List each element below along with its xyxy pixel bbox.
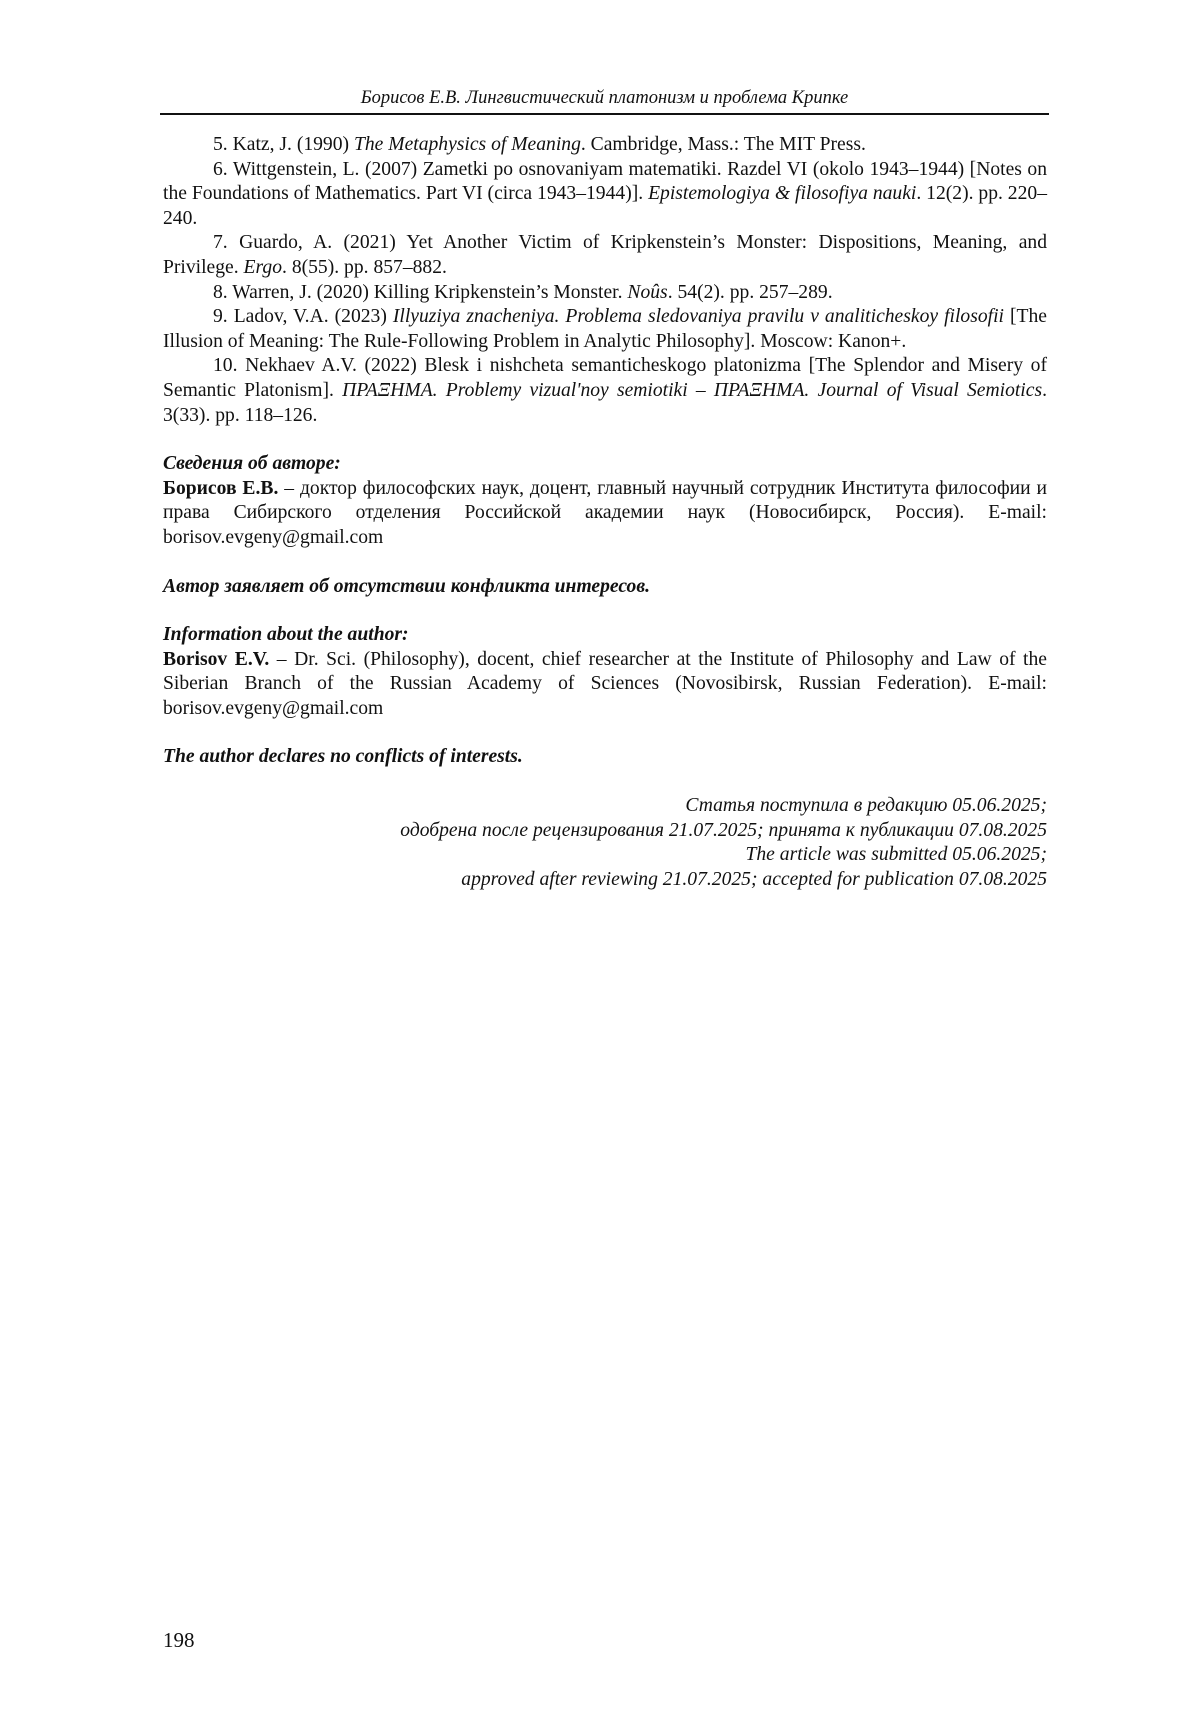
reference-number: 8. [213,281,228,303]
reference-number: 9. [213,306,228,328]
conflict-statement-en: The author declares no conflicts of interests. [163,746,523,768]
reference-text: Katz, J. (1990) [232,134,354,155]
author-name-en: Borisov E.V. [163,648,270,670]
author-name-ru: Борисов Е.В. [163,477,279,499]
author-info-en [163,623,1047,721]
reference-title: Epistemologiya & filosofiya nauki [648,183,917,205]
reference-item [163,354,1047,428]
reference-number: 10. [213,355,238,377]
reference-text: Ladov, V.A. (2023) [233,306,393,328]
reference-item [163,133,1047,158]
reference-details: . 3(33). pp. 118–126. [163,379,1047,426]
history-ru-submitted: Статья поступила в редакцию 05.06.2025; [685,795,1047,817]
author-description-ru: – доктор философских наук, доцент, главный научный сотрудник Института философии и права Сибирского отделения Российской академии наук (Новосибирск, Россия). E-mail: borisov.evgeny@gmail.com [163,477,1047,548]
article-history [163,794,1047,892]
reference-title: Illyuziya znacheniya. Problema sledovaniya pravilu v analiticheskoy filosofii [392,306,1004,328]
reference-title: Ergo [243,256,283,278]
running-header [160,86,1049,115]
conflict-statement-ru: Автор заявляет об отсутствии конфликта интересов. [163,575,651,597]
author-info-en-heading: Information about the author: [163,624,409,646]
reference-item [163,231,1047,280]
reference-details: . 54(2). pp. 257–289. [667,281,833,303]
reference-title: Noûs [627,281,668,303]
reference-item [163,305,1047,354]
reference-text: Warren, J. (2020) Killing Kripkenstein’s Monster. [232,281,628,303]
reference-item [163,158,1047,232]
reference-details: . Cambridge, Mass.: The MIT Press. [580,134,866,155]
author-description-en: – Dr. Sci. (Philosophy), docent, chief researcher at the Institute of Philosophy and Law of the Siberian Branch of the Russian Academy of Sciences (Novosibirsk, Russian Federation). E-mail: borisov.evgeny@gmail.com [163,648,1047,719]
page-content [163,133,1047,892]
reference-text: Wittgenstein, L. (2007) Zametki po osnovaniyam matematiki. Razdel VI (okolo 1943–1944) [Notes on the Foundations of Mathematics. Part VI (circa 1943–1944)]. [163,158,1048,205]
reference-number: 5. [213,134,228,155]
author-info-ru-heading: Сведения об авторе: [163,453,341,475]
reference-list [163,133,1047,428]
reference-item [163,281,1047,306]
reference-title: The Metaphysics of Meaning [353,134,581,155]
reference-number: 7. [213,232,228,254]
reference-number: 6. [213,158,228,180]
reference-details: . 8(55). pp. 857–882. [282,256,447,278]
history-en-submitted: The article was submitted 05.06.2025; [745,844,1047,866]
page-number: 198 [163,1628,195,1652]
reference-title: ΠΡΑΞΗΜΑ. Problemy vizual'noy semiotiki – ΠΡΑΞΗΜΑ. Journal of Visual Semiotics [342,379,1043,401]
reference-text: Nekhaev A.V. (2022) Blesk i nishcheta semanticheskogo platonizma [The Splendor and Misery of Semantic Platonism]. [163,355,1047,401]
author-info-en-text [163,648,1047,722]
author-info-ru [163,452,1047,550]
history-en-approved: approved after reviewing 21.07.2025; accepted for publication 07.08.2025 [461,868,1047,890]
history-ru-approved: одобрена после рецензирования 21.07.2025; принята к публикации 07.08.2025 [400,819,1047,841]
author-info-ru-text [163,477,1047,551]
reference-text: Guardo, A. (2021) Yet Another Victim of Kripkenstein’s Monster: Dispositions, Meaning, and Privilege. [163,232,1048,278]
running-title: Борисов Е.В. Лингвистический платонизм и проблема Крипке [360,88,849,108]
reference-details: . 12(2). pp. 220–240. [163,183,1047,229]
reference-details: [The Illusion of Meaning: The Rule-Following Problem in Analytic Philosophy]. Moscow: Kanon+. [163,306,1047,352]
